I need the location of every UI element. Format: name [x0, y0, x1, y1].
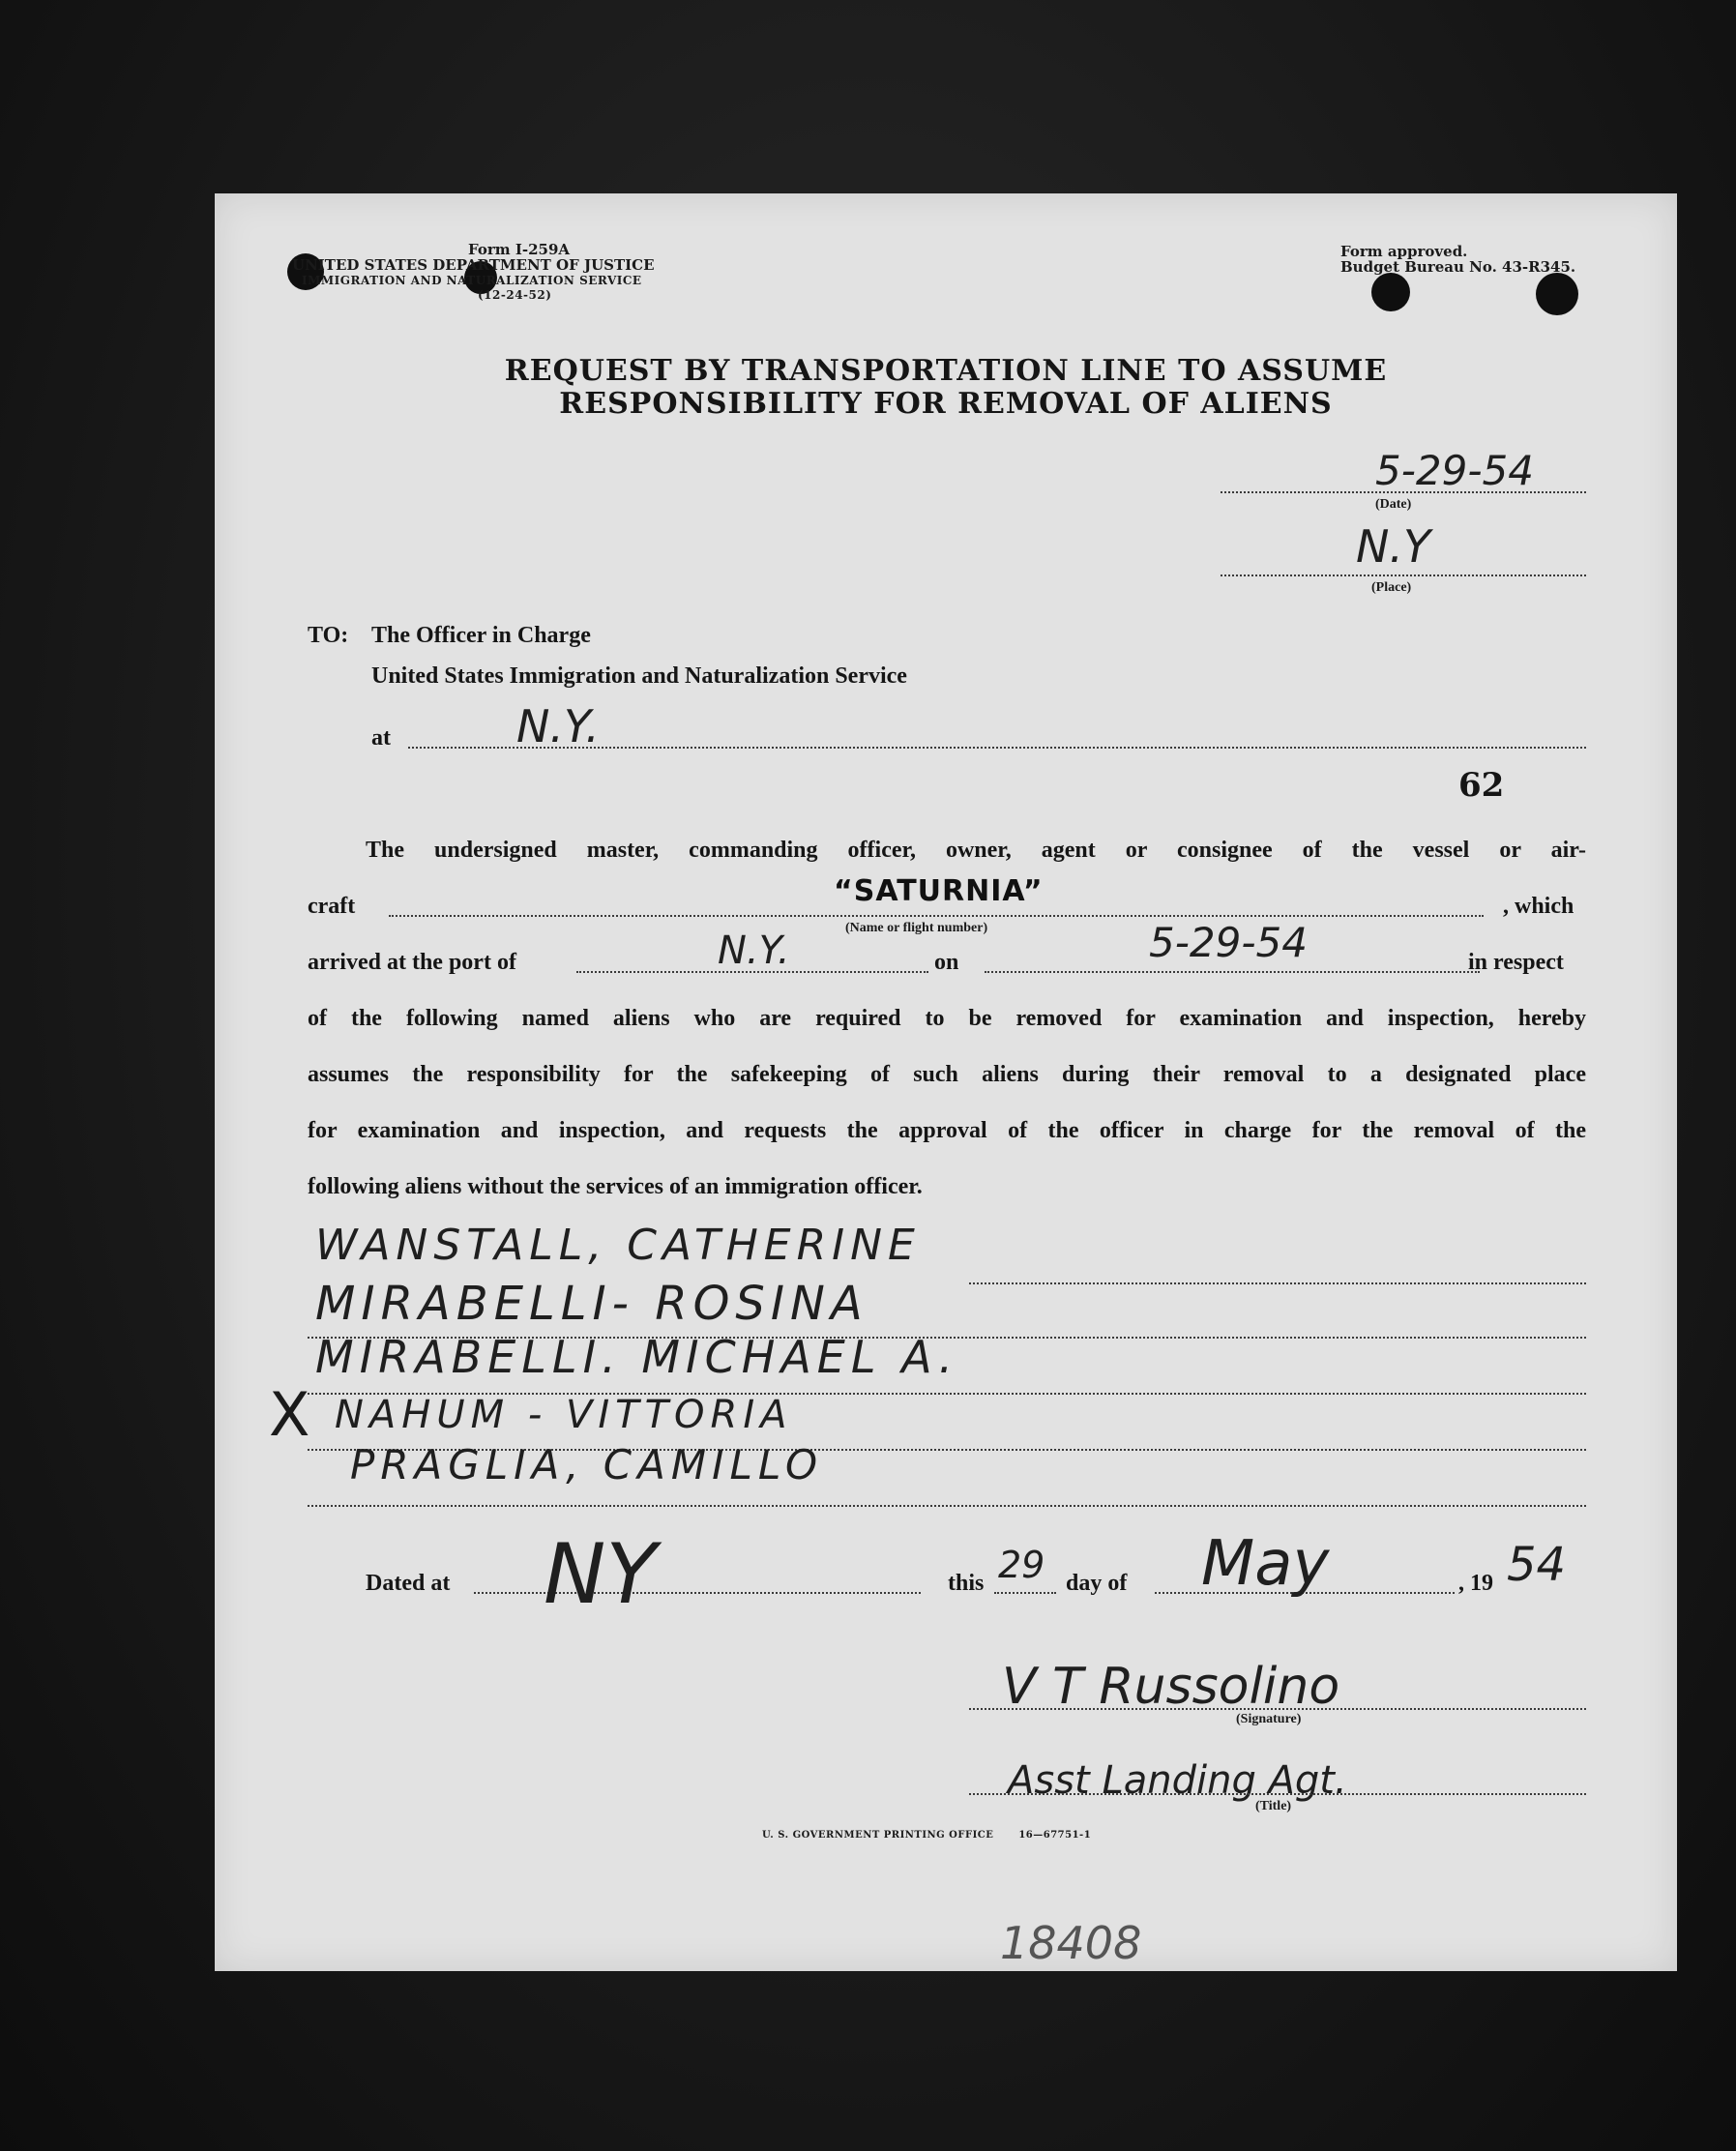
date-label: (Date): [1375, 497, 1412, 512]
handwritten-number: 18408: [1000, 1917, 1142, 1969]
form-number: Form I-259A: [468, 241, 571, 258]
department-name: UNITED STATES DEPARTMENT OF JUSTICE: [292, 256, 655, 274]
craft-line: [389, 915, 1484, 917]
paragraph-line4: of the following named aliens who are required to be removed for examination and inspection, hereby: [308, 1006, 1586, 1031]
at-value: N.Y.: [516, 700, 600, 752]
paragraph-line6: for examination and inspection, and requests the approval of the officer in charge for the removal of the: [308, 1118, 1586, 1143]
alien-name-1: WANSTALL, CATHERINE: [315, 1221, 921, 1270]
vessel-caption: (Name or flight number): [845, 921, 988, 935]
service-name: IMMIGRATION AND NATURALIZATION SERVICE: [302, 274, 642, 287]
date-value: 5-29-54: [1375, 447, 1534, 494]
service-line: United States Immigration and Naturalization Service: [371, 663, 907, 689]
day-of-label: day of: [1066, 1571, 1128, 1596]
day-value: 29: [998, 1544, 1045, 1586]
punch-hole-right-b: [1536, 273, 1578, 315]
alien-name-5: PRAGLIA, CAMILLO: [350, 1441, 824, 1488]
signature-line: [969, 1708, 1586, 1710]
day-line: [994, 1592, 1056, 1594]
stamp-number: 62: [1458, 766, 1505, 805]
to-label: TO:: [308, 623, 349, 648]
on-label: on: [934, 950, 959, 975]
dated-at-label: Dated at: [366, 1571, 451, 1596]
form-sheet: [215, 193, 1677, 1971]
alien-name-4: NAHUM - VITTORIA: [335, 1393, 793, 1437]
this-label: this: [948, 1571, 985, 1596]
place-value: N.Y: [1356, 520, 1431, 573]
dated-place-line: [474, 1592, 921, 1594]
paragraph-line7: following aliens without the services of an immigration officer.: [308, 1174, 923, 1199]
alien-line-1-right: [969, 1282, 1586, 1284]
punch-hole-right-a: [1371, 273, 1410, 311]
alien-strike-mark: X: [269, 1379, 310, 1450]
alien-name-2: MIRABELLI- ROSINA: [315, 1277, 868, 1331]
officer-line: The Officer in Charge: [371, 623, 591, 648]
dated-place-value: NY: [544, 1526, 657, 1623]
title-label: (Title): [1255, 1799, 1292, 1813]
arrived-label: arrived at the port of: [308, 950, 516, 975]
printer-note: [762, 1830, 1091, 1841]
vessel-name: “SATURNIA”: [834, 874, 1044, 908]
arrival-date-line: [985, 971, 1480, 973]
form-edition: (12-24-52): [478, 288, 552, 302]
budget-number: Budget Bureau No. 43-R345.: [1340, 258, 1576, 276]
in-respect-label: in respect: [1468, 950, 1564, 975]
form-title-line2: RESPONSIBILITY FOR REMOVAL OF ALIENS: [559, 387, 1333, 421]
title-line: [969, 1793, 1586, 1795]
place-line: [1221, 575, 1586, 576]
alien-name-3: MIRABELLI. MICHAEL A.: [315, 1331, 959, 1383]
signature-value: V T Russolino: [1002, 1658, 1340, 1716]
form-title-line1: REQUEST BY TRANSPORTATION LINE TO ASSUME: [504, 354, 1388, 388]
signature-label: (Signature): [1236, 1712, 1302, 1726]
at-label: at: [371, 725, 391, 751]
month-value: May: [1201, 1528, 1330, 1600]
paragraph-line5: assumes the responsibility for the safekeeping of such aliens during their removal to a designated place: [308, 1062, 1586, 1087]
year-prefix-label: , 19: [1458, 1571, 1493, 1596]
craft-label: craft: [308, 894, 356, 919]
paragraph-line1: The undersigned master, commanding officer, owner, agent or consignee of the vessel or air-: [366, 838, 1586, 863]
alien-line-5: [308, 1505, 1586, 1507]
printer-code: 16—67751-1: [1018, 1830, 1092, 1841]
date-line: [1221, 491, 1586, 493]
year-value: 54: [1507, 1538, 1567, 1592]
port-value: N.Y.: [718, 928, 790, 973]
place-label: (Place): [1371, 580, 1412, 595]
arrival-date-value: 5-29-54: [1149, 919, 1308, 966]
printer-name: U. S. GOVERNMENT PRINTING OFFICE: [762, 1830, 994, 1841]
which-label: , which: [1503, 894, 1574, 919]
approval-note: Form approved.: [1340, 243, 1468, 260]
title-value: Asst Landing Agt.: [1008, 1758, 1347, 1803]
